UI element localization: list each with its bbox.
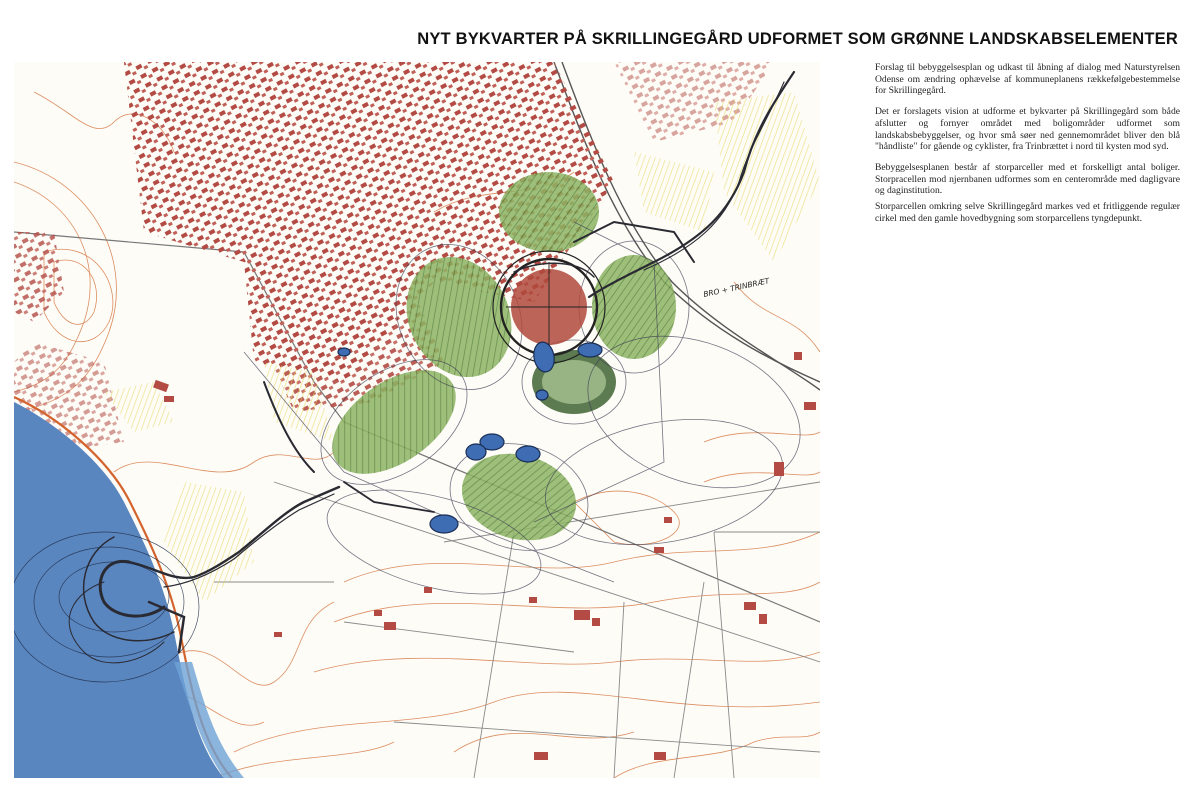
description-paragraph-2: Det er forslagets vision at udforme et bykvarter på Skrillingegård som både afslutter og fornyer området med boligområder udformet som landskabsbebyggelser, og hvor små søer ned gennemområdet bliver den blå "håndliste" for gående og cyklister, fra Trinbrættet i nord til kysten mod syd. [875, 106, 1180, 153]
description-panel [875, 62, 1180, 233]
bridge-annotation: BRO + TRINBRÆT [702, 276, 771, 299]
site-plan-map[interactable] [14, 62, 820, 778]
page-title: NYT BYKVARTER PÅ SKRILLINGEGÅRD UDFORMET SOM GRØNNE LANDSKABSELEMENTER [417, 30, 1178, 48]
description-paragraph-1: Forslag til bebyggelsesplan og udkast til åbning af dialog med Naturstyrelsen Odense om ændring ophævelse af kommuneplanens rækkefølgebestemmelse for Skrillingegård. [875, 62, 1180, 97]
description-paragraph-3: Bebyggelsesplanen består af storparceller med et forskelligt antal boliger. Storpracellen mod njernbanen udformes som en centerområde med dagligvare og daginstitution. [875, 161, 1180, 197]
description-paragraph-4: Storparcellen omkring selve Skrillingegård markes ved et fritliggende regulær cirkel med den gamle hovedbygning som storparcellens tyngdepunkt. [875, 201, 1180, 224]
